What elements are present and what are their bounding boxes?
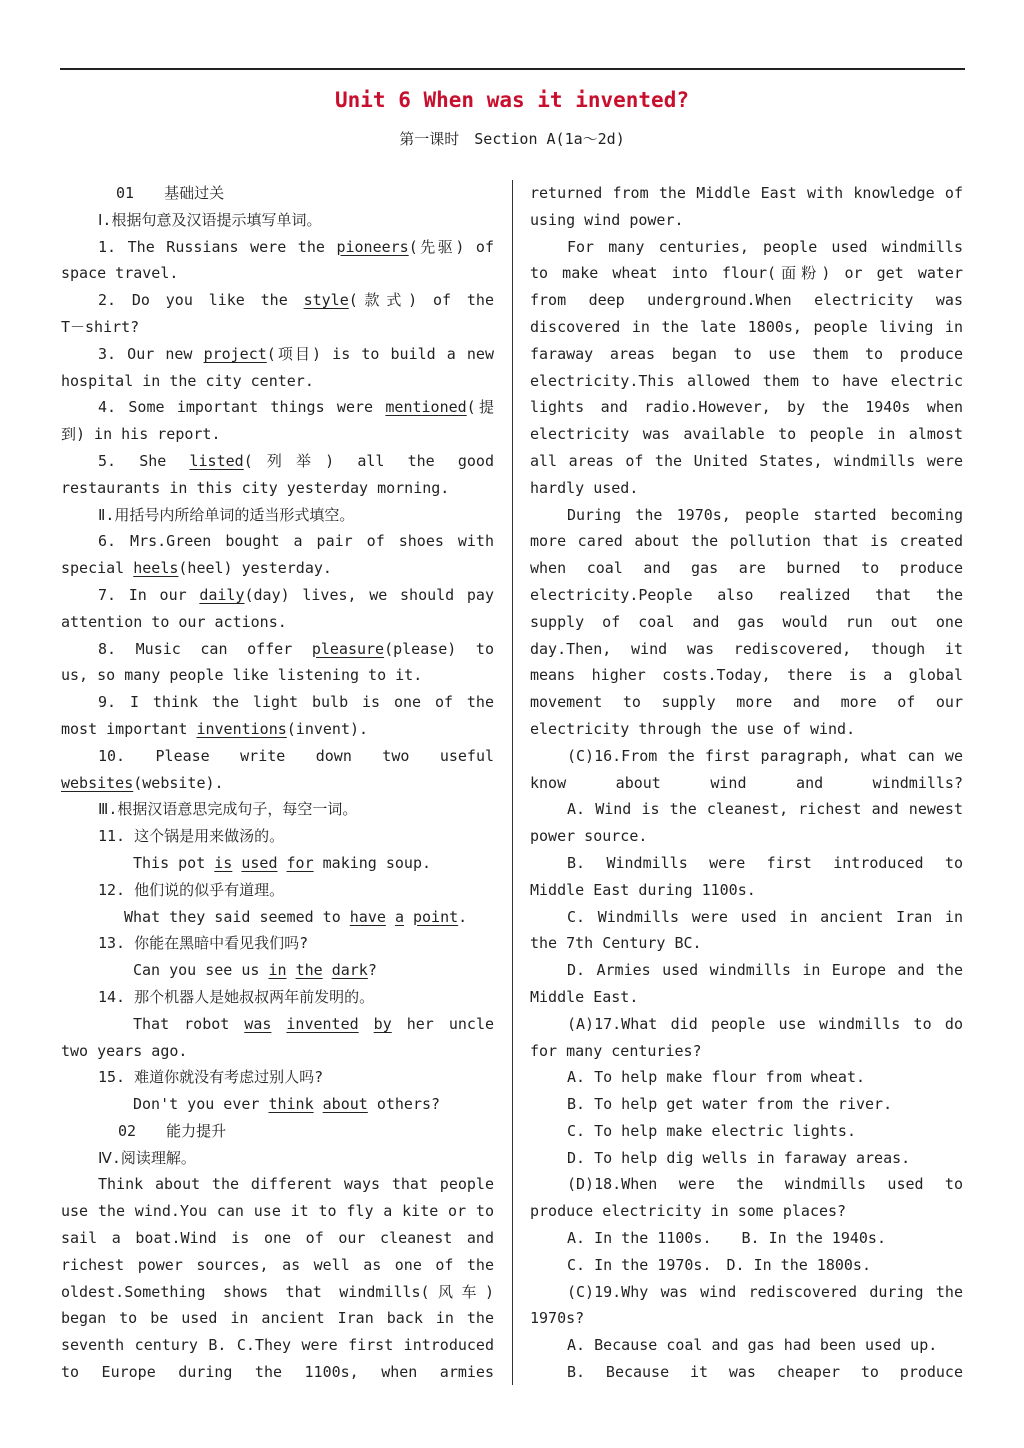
- left-column: [61, 180, 494, 1386]
- page-title: Unit 6 When was it invented?: [334, 88, 689, 112]
- part-4-heading: Ⅳ.阅读理解。: [98, 1148, 196, 1167]
- passage-line: Think about the different ways that people: [98, 1175, 494, 1194]
- question-1: 1. The Russians were the pioneers(先驱) of: [98, 237, 494, 256]
- right-line: means higher costs.Today, there is a global: [530, 666, 963, 685]
- right-line: B. Windmills were first introduced to: [567, 853, 963, 872]
- question-8: 8. Music can offer pleasure(please) to: [98, 639, 494, 658]
- answer-8: pleasure: [311, 639, 385, 658]
- right-line: using wind power.: [530, 210, 684, 229]
- right-line: electricity through the use of wind.: [530, 719, 856, 738]
- right-line: A. In the 1100s. B. In the 1940s.: [567, 1229, 886, 1248]
- right-line: returned from the Middle East with knowledge of: [530, 184, 963, 202]
- right-line: all areas of the United States, windmills were: [530, 451, 963, 470]
- question-13-cn: 13. 你能在黑暗中看见我们吗?: [98, 934, 309, 953]
- right-line: (D)18.When were the windmills used to: [567, 1175, 963, 1194]
- right-line: movement to supply more and more of our: [530, 693, 963, 712]
- question-11-en: This pot is used for making soup.: [133, 853, 432, 872]
- question-3-cont: hospital in the city center.: [61, 371, 314, 390]
- question-15-en: Don't you ever think about others?: [133, 1095, 441, 1114]
- question-9-cont: most important inventions(invent).: [61, 719, 369, 738]
- question-8-cont: us, so many people like listening to it.: [61, 666, 423, 685]
- passage-line: began to be used in ancient Iran back in the: [61, 1309, 494, 1328]
- right-line: A. Because coal and gas had been used up.: [567, 1336, 938, 1355]
- answer-6: heels: [133, 559, 179, 578]
- right-line: when coal and gas are burned to produce: [530, 559, 963, 578]
- right-line: power source.: [530, 827, 648, 846]
- right-line: from deep underground.When electricity was: [530, 291, 963, 310]
- question-13-en: Can you see us in the dark?: [133, 961, 377, 980]
- answer-10: websites: [61, 773, 134, 792]
- right-line: (C)19.Why was wind rediscovered during the: [567, 1282, 963, 1301]
- question-3: 3. Our new project(项目) is to build a new: [98, 344, 494, 363]
- passage-line: sail a boat.Wind is one of our cleanest and: [61, 1229, 494, 1248]
- question-15-cn: 15. 难道你就没有考虑过别人吗?: [98, 1068, 324, 1087]
- right-line: electricity was available to people in almost: [530, 425, 963, 444]
- part-3-heading: Ⅲ.根据汉语意思完成句子，每空一词。: [98, 800, 358, 819]
- question-2: 2. Do you like the style(款式) of the: [98, 291, 494, 310]
- right-line: hardly used.: [530, 478, 639, 497]
- right-line: (A)17.What did people use windmills to do: [567, 1014, 963, 1033]
- page-subtitle: 第一课时 Section A(1a～2d): [399, 130, 625, 148]
- answer-7: daily: [199, 585, 245, 604]
- answer-9: inventions: [196, 719, 287, 738]
- reading-passage-start: [61, 1171, 494, 1385]
- right-line: electricity.This allowed them to have electric: [530, 371, 963, 390]
- right-line: for many centuries?: [530, 1041, 702, 1060]
- right-line: C. To help make electric lights.: [567, 1121, 856, 1140]
- section-01-heading: 01 基础过关: [116, 184, 225, 202]
- part-1-heading: Ⅰ.根据句意及汉语提示填写单词。: [98, 210, 322, 229]
- question-4-cont: 到) in his report.: [61, 425, 221, 444]
- right-line: A. Wind is the cleanest, richest and newest: [567, 800, 963, 819]
- question-7: 7. In our daily(day) lives, we should pay: [98, 585, 494, 604]
- answer-2: style: [303, 291, 349, 310]
- question-1-cont: space travel.: [61, 264, 179, 283]
- right-line: B. To help get water from the river.: [567, 1095, 893, 1114]
- right-column: [530, 180, 963, 1386]
- right-line: day.Then, wind was rediscovered, though it: [530, 639, 963, 658]
- right-line: to make wheat into flour(面粉) or get water: [530, 264, 963, 283]
- right-line: D. Armies used windmills in Europe and the: [567, 961, 963, 980]
- right-line: electricity.People also realized that the: [530, 585, 963, 604]
- passage-line: richest power sources, as well as one of the: [61, 1255, 494, 1274]
- answer-4: mentioned: [385, 398, 467, 417]
- right-line: more cared about the pollution that is created: [530, 532, 963, 551]
- right-line: faraway areas began to use them to produce: [530, 344, 963, 363]
- right-line: A. To help make flour from wheat.: [567, 1068, 866, 1087]
- right-line: know about wind and windmills?: [530, 773, 963, 792]
- passage-line: to Europe during the 1100s, when armies: [61, 1363, 494, 1382]
- right-line: 1970s?: [530, 1309, 585, 1328]
- question-7-cont: attention to our actions.: [61, 612, 287, 631]
- right-line: (C)16.From the first paragraph, what can we: [567, 746, 963, 765]
- question-11-cn: 11. 这个锅是用来做汤的。: [98, 827, 285, 846]
- column-divider: [512, 180, 513, 1385]
- question-6-cont: special heels(heel) yesterday.: [61, 559, 332, 578]
- question-9: 9. I think the light bulb is one of the: [98, 693, 494, 712]
- question-10: 10. Please write down two useful: [98, 746, 494, 765]
- question-12-cn: 12. 他们说的似乎有道理。: [98, 880, 285, 899]
- question-2-cont: T－shirt?: [61, 317, 140, 336]
- answer-1: pioneers: [336, 237, 409, 256]
- question-14-en: That robot was invented by her uncle: [133, 1014, 495, 1033]
- answer-5: listed: [189, 451, 244, 470]
- right-line: D. To help dig wells in faraway areas.: [567, 1148, 911, 1167]
- right-line: During the 1970s, people started becoming: [567, 505, 963, 524]
- question-10-cont: websites(website).: [61, 773, 224, 792]
- question-4: 4. Some important things were mentioned(提: [98, 398, 494, 417]
- right-line: supply of coal and gas would run out one: [530, 612, 963, 631]
- right-line: For many centuries, people used windmills: [567, 237, 963, 256]
- top-rule: [60, 68, 965, 70]
- question-6: 6. Mrs.Green bought a pair of shoes with: [98, 532, 494, 551]
- right-line: B. Because it was cheaper to produce: [567, 1363, 963, 1382]
- right-line: produce electricity in some places?: [530, 1202, 847, 1221]
- right-line: discovered in the late 1800s, people living in: [530, 317, 963, 336]
- question-5: 5. She listed(列举) all the good: [98, 451, 494, 470]
- right-line: Middle East during 1100s.: [530, 880, 756, 899]
- right-line: C. In the 1970s. D. In the 1800s.: [567, 1255, 871, 1274]
- section-02-heading: 02 能力提升: [118, 1121, 227, 1140]
- passage-line: seventh century B. C.They were first introduced: [61, 1336, 494, 1355]
- passage-line: oldest.Something shows that windmills(风车): [61, 1282, 494, 1301]
- right-line: Middle East.: [530, 987, 639, 1006]
- part-2-heading: Ⅱ.用括号内所给单词的适当形式填空。: [98, 505, 355, 524]
- answer-3: project: [203, 344, 267, 363]
- question-5-cont: restaurants in this city yesterday morning.: [61, 478, 450, 497]
- right-line: C. Windmills were used in ancient Iran in: [567, 907, 963, 926]
- right-line: the 7th Century BC.: [530, 934, 702, 953]
- question-14-cont: two years ago.: [61, 1041, 188, 1060]
- question-14-cn: 14. 那个机器人是她叔叔两年前发明的。: [98, 987, 375, 1006]
- passage-line: use the wind.You can use it to fly a kite or to: [61, 1202, 494, 1221]
- right-line: lights and radio.However, by the 1940s when: [530, 398, 963, 417]
- question-12-en: What they said seemed to have a point.: [124, 907, 468, 926]
